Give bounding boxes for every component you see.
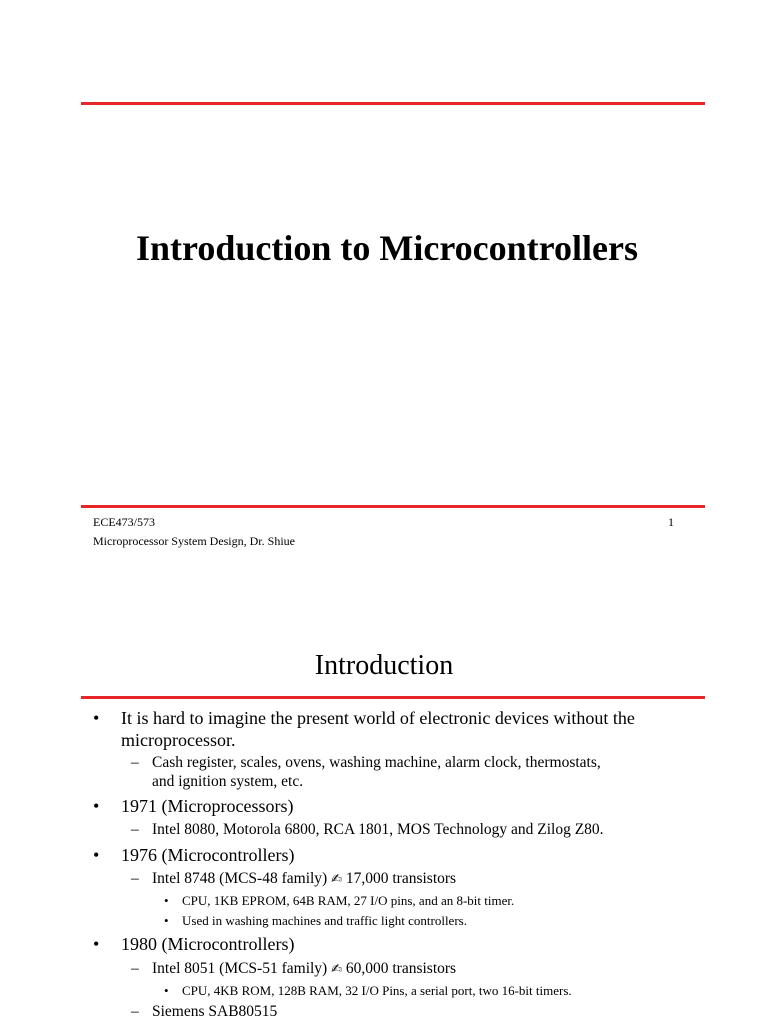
- bullet-3-text: 1976 (Microcontrollers): [121, 845, 295, 865]
- dash-mark: –: [131, 1003, 139, 1020]
- bullet-2-sub-1: Intel 8080, Motorola 6800, RCA 1801, MOS Technology and Zilog Z80.: [152, 821, 604, 838]
- bullet-1-line-2: microprocessor.: [121, 730, 236, 750]
- footer-page-number: 1: [668, 515, 674, 529]
- dot-mark: •: [164, 893, 169, 908]
- slide1-title: Introduction to Microcontrollers: [136, 228, 638, 268]
- bullet-1-sub-1-line-1: Cash register, scales, ovens, washing machine, alarm clock, thermostats,: [152, 754, 601, 771]
- hand-pointer-icon: ✍: [331, 962, 342, 977]
- bullet-4-detail-1: CPU, 4KB ROM, 128B RAM, 32 I/O Pins, a serial port, two 16-bit timers.: [182, 983, 572, 998]
- dash-mark: –: [131, 870, 139, 887]
- bullet-mark: •: [93, 708, 100, 728]
- bullet-mark: •: [93, 934, 100, 954]
- bullet-1-line-1: It is hard to imagine the present world of electronic devices without the: [121, 708, 635, 728]
- slide1-top-rule: [81, 102, 705, 105]
- bullet-3-sub-1-transistors: 17,000 transistors: [345, 870, 457, 887]
- bullet-4-text: 1980 (Microcontrollers): [121, 934, 295, 954]
- bullet-3-sub-1: [152, 870, 456, 888]
- dash-mark: –: [131, 960, 139, 977]
- bullet-4-sub-2: Siemens SAB80515: [152, 1003, 278, 1020]
- bullet-mark: •: [93, 845, 100, 865]
- bullet-3-detail-2: Used in washing machines and traffic light controllers.: [182, 913, 467, 928]
- slide2-title: Introduction: [314, 650, 454, 681]
- bullet-4-sub-1: [152, 960, 456, 978]
- dash-mark: –: [131, 754, 139, 771]
- slide2-title-rule: [81, 696, 705, 699]
- footer-subtitle: Microprocessor System Design, Dr. Shiue: [93, 534, 295, 548]
- bullet-1-sub-1-line-2: and ignition system, etc.: [152, 773, 304, 790]
- bullet-4-sub-1-transistors: 60,000 transistors: [345, 960, 457, 977]
- footer-course: ECE473/573: [93, 515, 155, 529]
- bullet-3-detail-1: CPU, 1KB EPROM, 64B RAM, 27 I/O pins, and an 8-bit timer.: [182, 893, 515, 908]
- bullet-3-sub-1-chip: Intel 8748 (MCS-48 family): [152, 870, 328, 887]
- dot-mark: •: [164, 983, 169, 998]
- bullet-2-text: 1971 (Microprocessors): [121, 796, 294, 816]
- dot-mark: •: [164, 913, 169, 928]
- slide1-footer-rule: [81, 505, 705, 508]
- bullet-4-sub-1-chip: Intel 8051 (MCS-51 family): [152, 960, 328, 977]
- hand-pointer-icon: ✍: [331, 872, 342, 887]
- bullet-mark: •: [93, 796, 100, 816]
- dash-mark: –: [131, 821, 139, 838]
